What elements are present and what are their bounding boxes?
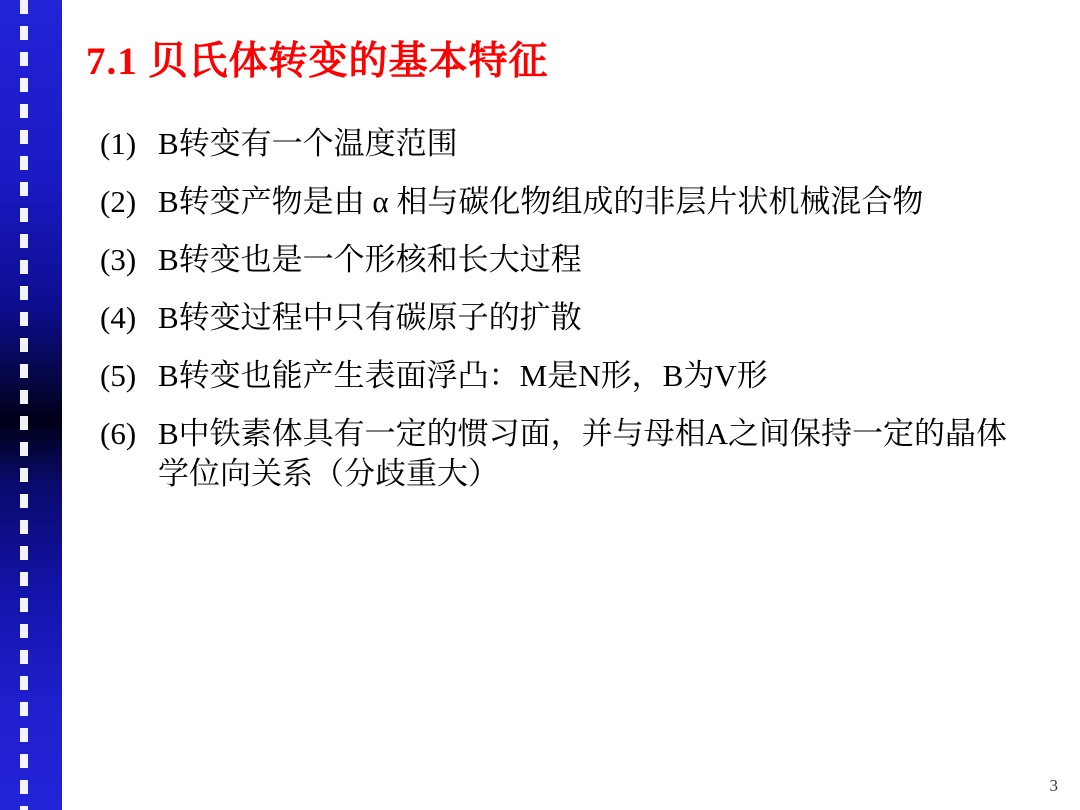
list-item [100, 240, 1030, 281]
dashed-line-decoration [20, 0, 28, 810]
list-item-text: B转变有一个温度范围 [158, 126, 458, 161]
list-item [100, 182, 1030, 223]
page-number: 3 [1049, 776, 1058, 795]
list-item [100, 356, 1030, 397]
list-item [100, 414, 1030, 496]
page-title: 7.1 贝氏体转变的基本特征 [86, 40, 549, 83]
list-item-marker: (3) [100, 241, 137, 277]
list-item-marker: (6) [100, 415, 137, 451]
list-item-marker: (2) [100, 183, 137, 219]
list-item [100, 124, 1030, 165]
list-item-marker: (4) [100, 299, 137, 335]
list-item-text: B中铁素体具有一定的惯习面，并与母相A之间保持一定的晶体学位向关系（分歧重大） [158, 415, 1008, 492]
list-item-text: B转变过程中只有碳原子的扩散 [158, 299, 582, 335]
list-item-text: B转变也是一个形核和长大过程 [158, 241, 582, 277]
list-item-marker: (5) [100, 357, 137, 393]
decorative-left-bar [0, 0, 62, 810]
feature-list [100, 124, 1030, 512]
list-item [100, 298, 1030, 339]
list-item-text: B转变产物是由 α 相与碳化物组成的非层片状机械混合物 [158, 183, 924, 219]
list-item-marker: (1) [100, 126, 137, 161]
list-item-text: B转变也能产生表面浮凸：M是N形，B为V形 [158, 357, 768, 393]
bar-edge-divider [62, 0, 64, 810]
